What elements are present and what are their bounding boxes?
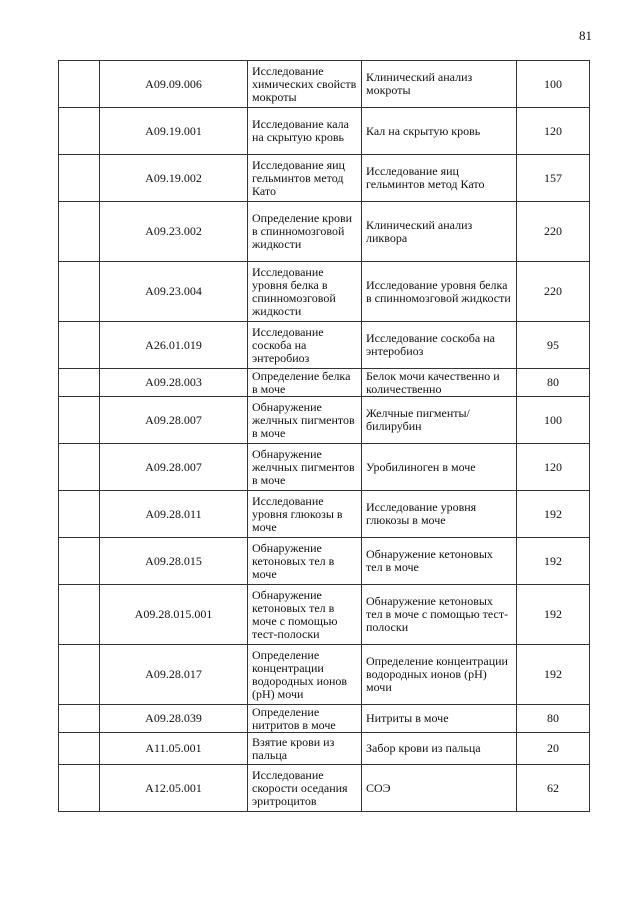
service-name-cell: Исследование уровня белка в спинномозговой жидкости <box>248 262 362 322</box>
table-row <box>59 645 590 705</box>
service-name-cell: Обнаружение кетоновых тел в моче с помощью тест-полоски <box>248 585 362 645</box>
service-code-cell: A11.05.001 <box>100 733 248 765</box>
service-description-cell: Определение концентрации водородных ионов (pH) мочи <box>362 645 517 705</box>
service-description-cell: Исследование уровня белка в спинномозговой жидкости <box>362 262 517 322</box>
price-cell: 192 <box>517 585 590 645</box>
service-description-cell: Белок мочи качественно и количественно <box>362 369 517 397</box>
service-code-cell: A12.05.001 <box>100 765 248 812</box>
row-number-cell <box>59 733 100 765</box>
service-description-cell: Кал на скрытую кровь <box>362 108 517 155</box>
row-number-cell <box>59 645 100 705</box>
table-row <box>59 444 590 491</box>
table-row <box>59 491 590 538</box>
row-number-cell <box>59 705 100 733</box>
row-number-cell <box>59 108 100 155</box>
price-cell: 100 <box>517 61 590 108</box>
table-row <box>59 705 590 733</box>
row-number-cell <box>59 61 100 108</box>
row-number-cell <box>59 369 100 397</box>
price-cell: 20 <box>517 733 590 765</box>
service-code-cell: A09.23.004 <box>100 262 248 322</box>
service-description-cell: СОЭ <box>362 765 517 812</box>
price-table <box>58 60 590 812</box>
price-cell: 192 <box>517 645 590 705</box>
service-description-cell: Нитриты в моче <box>362 705 517 733</box>
service-code-cell: A26.01.019 <box>100 322 248 369</box>
service-name-cell: Исследование уровня глюкозы в моче <box>248 491 362 538</box>
service-description-cell: Забор крови из пальца <box>362 733 517 765</box>
service-name-cell: Исследование кала на скрытую кровь <box>248 108 362 155</box>
row-number-cell <box>59 444 100 491</box>
service-name-cell: Обнаружение желчных пигментов в моче <box>248 444 362 491</box>
price-cell: 100 <box>517 397 590 444</box>
row-number-cell <box>59 155 100 202</box>
table-row <box>59 538 590 585</box>
price-cell: 62 <box>517 765 590 812</box>
service-name-cell: Исследование соскоба на энтеробиоз <box>248 322 362 369</box>
service-name-cell: Определение нитритов в моче <box>248 705 362 733</box>
service-description-cell: Обнаружение кетоновых тел в моче <box>362 538 517 585</box>
row-number-cell <box>59 765 100 812</box>
service-code-cell: A09.28.039 <box>100 705 248 733</box>
service-code-cell: A09.19.002 <box>100 155 248 202</box>
price-cell: 192 <box>517 538 590 585</box>
service-name-cell: Исследование яиц гельминтов метод Като <box>248 155 362 202</box>
service-code-cell: A09.19.001 <box>100 108 248 155</box>
table-body <box>59 61 590 812</box>
service-description-cell: Желчные пигменты/билирубин <box>362 397 517 444</box>
row-number-cell <box>59 397 100 444</box>
service-name-cell: Исследование химических свойств мокроты <box>248 61 362 108</box>
table-row <box>59 108 590 155</box>
service-description-cell: Обнаружение кетоновых тел в моче с помощью тест-полоски <box>362 585 517 645</box>
price-cell: 120 <box>517 108 590 155</box>
service-description-cell: Клинический анализ мокроты <box>362 61 517 108</box>
row-number-cell <box>59 202 100 262</box>
table-row <box>59 765 590 812</box>
service-code-cell: A09.23.002 <box>100 202 248 262</box>
table-row <box>59 202 590 262</box>
price-cell: 220 <box>517 262 590 322</box>
row-number-cell <box>59 491 100 538</box>
service-description-cell: Исследование яиц гельминтов метод Като <box>362 155 517 202</box>
table-row <box>59 397 590 444</box>
table-row <box>59 322 590 369</box>
price-cell: 220 <box>517 202 590 262</box>
row-number-cell <box>59 538 100 585</box>
service-name-cell: Обнаружение кетоновых тел в моче <box>248 538 362 585</box>
service-name-cell: Взятие крови из пальца <box>248 733 362 765</box>
service-description-cell: Клинический анализ ликвора <box>362 202 517 262</box>
service-description-cell: Уробилиноген в моче <box>362 444 517 491</box>
table-row <box>59 155 590 202</box>
price-cell: 80 <box>517 369 590 397</box>
service-code-cell: A09.28.003 <box>100 369 248 397</box>
row-number-cell <box>59 322 100 369</box>
table-row <box>59 369 590 397</box>
service-name-cell: Обнаружение желчных пигментов в моче <box>248 397 362 444</box>
row-number-cell <box>59 585 100 645</box>
service-name-cell: Определение крови в спинномозговой жидкости <box>248 202 362 262</box>
service-code-cell: A09.28.007 <box>100 444 248 491</box>
price-cell: 192 <box>517 491 590 538</box>
row-number-cell <box>59 262 100 322</box>
service-name-cell: Исследование скорости оседания эритроцитов <box>248 765 362 812</box>
table-row <box>59 585 590 645</box>
service-code-cell: A09.09.006 <box>100 61 248 108</box>
price-cell: 95 <box>517 322 590 369</box>
price-cell: 157 <box>517 155 590 202</box>
price-cell: 120 <box>517 444 590 491</box>
service-code-cell: A09.28.015.001 <box>100 585 248 645</box>
table-row <box>59 262 590 322</box>
price-cell: 80 <box>517 705 590 733</box>
service-code-cell: A09.28.015 <box>100 538 248 585</box>
service-code-cell: A09.28.017 <box>100 645 248 705</box>
service-code-cell: A09.28.011 <box>100 491 248 538</box>
service-name-cell: Определение концентрации водородных ионов (pH) мочи <box>248 645 362 705</box>
service-description-cell: Исследование уровня глюкозы в моче <box>362 491 517 538</box>
service-name-cell: Определение белка в моче <box>248 369 362 397</box>
table-row <box>59 61 590 108</box>
service-code-cell: A09.28.007 <box>100 397 248 444</box>
table-row <box>59 733 590 765</box>
page-number: 81 <box>579 28 592 43</box>
service-description-cell: Исследование соскоба на энтеробиоз <box>362 322 517 369</box>
